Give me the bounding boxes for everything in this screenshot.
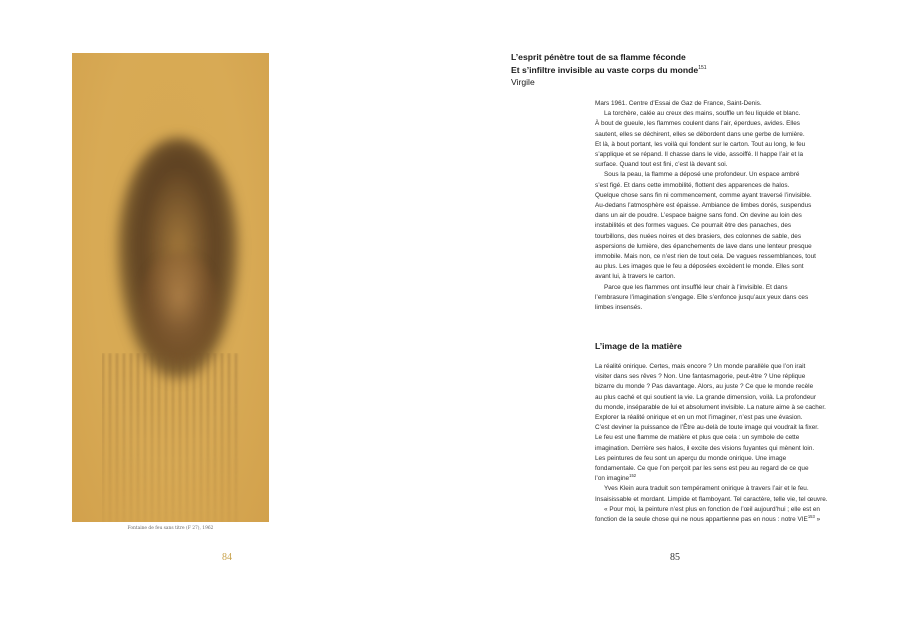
fire-painting-image [72, 53, 269, 522]
text-line: s’applique et se répand. Il chasse dans le vide, assoiffé. Il happe l’air et la [595, 151, 804, 159]
text-line: La réalité onirique. Certes, mais encore ? Un monde parallèle que l’on irait [595, 363, 806, 370]
text-line: instabilités et des formes vagues. Ce pourrait être des panaches, des [595, 222, 792, 230]
text-line: visiter dans ses rêves ? Non. Une fantasmagorie, peut-être ? Une réplique [595, 373, 806, 381]
footnote-ref: 152 [629, 473, 637, 479]
text-line: tourbillons, des nuées noires et des brasiers, des colonnes de sable, des [595, 232, 802, 240]
smoke-core-shape [138, 253, 220, 363]
text-line: C’est deviner la puissance de l’Être au-delà de toute image qui voudrait la fixer. [595, 424, 819, 432]
text-line: bizarre du monde ? Pas davantage. Alors, au juste ? Ce que le monde recèle [595, 383, 814, 391]
body-text-section [595, 362, 857, 525]
text-line: l’embrasure l’imagination s’engage. Elle s’enfonce jusqu’aux yeux dans ces [595, 293, 809, 301]
text-line: l’on imagine$^{152}$ [595, 473, 637, 483]
page-number-left: 84 [222, 552, 232, 563]
text-line: Mars 1961. Centre d’Essai de Gaz de France, Saint-Denis. [595, 100, 762, 107]
text-line: Sous la peau, la flamme a déposé une profondeur. Un espace ambré [604, 171, 800, 179]
text-line: dans un air de poudre. L’espace baigne sans fond. On devine au loin des [595, 212, 802, 220]
text-line: immobile. Mais non, ce n’est rien de tout cela. De vagues ressemblances, tout [595, 253, 816, 261]
text-line: s’est figé. Et dans cette immobilité, flottent des apparences de halos. [595, 181, 790, 189]
page-number-right: 85 [670, 552, 680, 563]
text-line: Quelque chose sans fin ni commencement, comme ayant traversé l’invisible. [595, 191, 812, 199]
text-line: au plus. Les images que le feu a déposées excèdent le monde. Elles sont [595, 263, 804, 271]
text-line: surface. Quand tout est fini, c’est là devant soi. [595, 161, 728, 169]
text-line: Explorer la réalité onirique et en un mot l’imaginer, n’est pas une évasion. [595, 414, 803, 422]
text-line: À bout de gueule, les flammes coulent dans l’air, éperdues, avides. Elles [595, 120, 800, 128]
text-line: avant lui, à travers le carton. [595, 273, 676, 281]
section-title: L’image de la matière [595, 341, 682, 351]
epigraph-line-1: L’esprit pénètre tout de sa flamme féconde [511, 52, 686, 62]
text-line: Parce que les flammes ont insufflé leur chair à l’invisible. Et dans [604, 283, 788, 291]
text-line: fonction de la seule chose qui ne nous appartienne pas en nous : notre VIE$^{153}$ » [595, 513, 821, 524]
text-line: Au-dedans l’atmosphère est épaisse. Ambiance de limbes dorés, suspendus [595, 202, 812, 210]
epigraph-line-2: Et s’infiltre invisible au vaste corps du monde$^{151}$ [511, 64, 707, 75]
text-line: sautent, elles se déchirent, elles se débordent dans une gerbe de lumière. [595, 130, 805, 138]
footnote-ref: 153 [807, 513, 815, 519]
text-line: « Pour moi, la peinture n’est plus en fonction de l’œil aujourd’hui ; elle est en [604, 505, 820, 513]
text-line: du monde, inséparable de lui et absolument invisible. La nature aime à se cacher. [595, 403, 826, 411]
text-line: aspersions de lumière, des épanchements de lave dans une lenteur presque [595, 242, 812, 250]
epigraph [511, 51, 841, 89]
text-line: imagination. Derrière ses halos, il excite des visions fuyantes qui mènent loin. [595, 444, 815, 452]
text-line: Et là, à bout portant, les voilà qui fondent sur le carton. Tout au long, le feu [595, 140, 806, 148]
text-line: fondamentale. Ce que l’on perçoit par les sens est peu au regard de ce que [595, 465, 809, 473]
text-line: Les peintures de feu sont un aperçu du monde onirique. Une image [595, 454, 787, 462]
artwork-caption: Fontaine de feu sans titre (F 27), 1962 [127, 526, 214, 531]
text-line: Le feu est une flamme de matière et plus que cela : un symbole de cette [595, 434, 800, 442]
text-line: limbes insensés. [595, 304, 643, 312]
epigraph-author: Virgile [511, 77, 535, 87]
smoke-drips-shape [102, 353, 242, 522]
footnote-ref: 151 [698, 64, 707, 71]
text-line: Insaisissable et mordant. Limpide et flamboyant. Tel caractère, telle vie, tel œuvre. [595, 495, 828, 503]
text-line: La torchère, calée au creux des mains, souffle un feu liquide et blanc. [604, 110, 801, 118]
body-text-intro [595, 99, 857, 313]
text-line: Yves Klein aura traduit son tempérament onirique à travers l’air et le feu. [604, 485, 809, 493]
text-line: au plus caché et qui soutient la vie. La grande dimension, voilà. La profondeur [595, 393, 816, 401]
